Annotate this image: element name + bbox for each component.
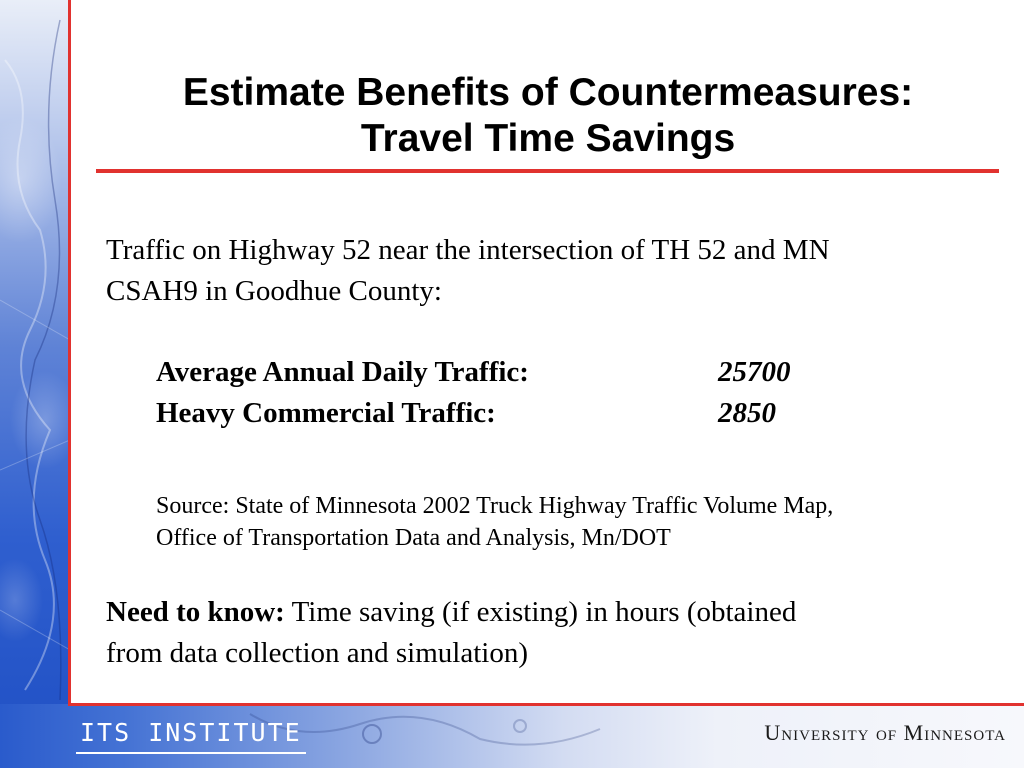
title-line-1: Estimate Benefits of Countermeasures: <box>182 71 914 114</box>
intro-line-2: CSAH9 in Goodhue County: <box>106 275 442 307</box>
title-line-2: Travel Time Savings <box>360 117 736 160</box>
frame-line-vertical <box>68 0 71 706</box>
source-note <box>156 490 976 554</box>
need-to-know-label: Need to know: <box>106 596 285 628</box>
need-to-know-paragraph <box>106 592 966 674</box>
source-line-1: Source: State of Minnesota 2002 Truck Highway Traffic Volume Map, <box>156 493 834 519</box>
need-line-2: from data collection and simulation) <box>106 637 528 669</box>
source-line-2: Office of Transportation Data and Analysis, Mn/DOT <box>156 525 671 551</box>
its-institute-logo: ITS INSTITUTE <box>76 716 306 754</box>
metric-label: Heavy Commercial Traffic: <box>156 397 496 429</box>
metric-label: Average Annual Daily Traffic: <box>156 356 529 388</box>
metric-aadt <box>156 352 956 392</box>
slide-title <box>72 70 1024 162</box>
map-background-band <box>0 0 70 768</box>
frame-line-horizontal <box>68 703 1024 706</box>
title-underline <box>96 169 999 173</box>
slide-content <box>72 0 1024 703</box>
metric-value: 2850 <box>718 397 776 429</box>
metric-heavy-commercial <box>156 393 956 433</box>
metric-value: 25700 <box>718 356 791 388</box>
intro-paragraph <box>106 230 986 312</box>
need-line-1: Time saving (if existing) in hours (obtained <box>284 596 797 628</box>
map-lines-graphic <box>0 0 70 768</box>
intro-line-1: Traffic on Highway 52 near the intersection of TH 52 and MN <box>106 234 830 266</box>
university-of-minnesota-logo: University of Minnesota <box>764 720 1006 745</box>
